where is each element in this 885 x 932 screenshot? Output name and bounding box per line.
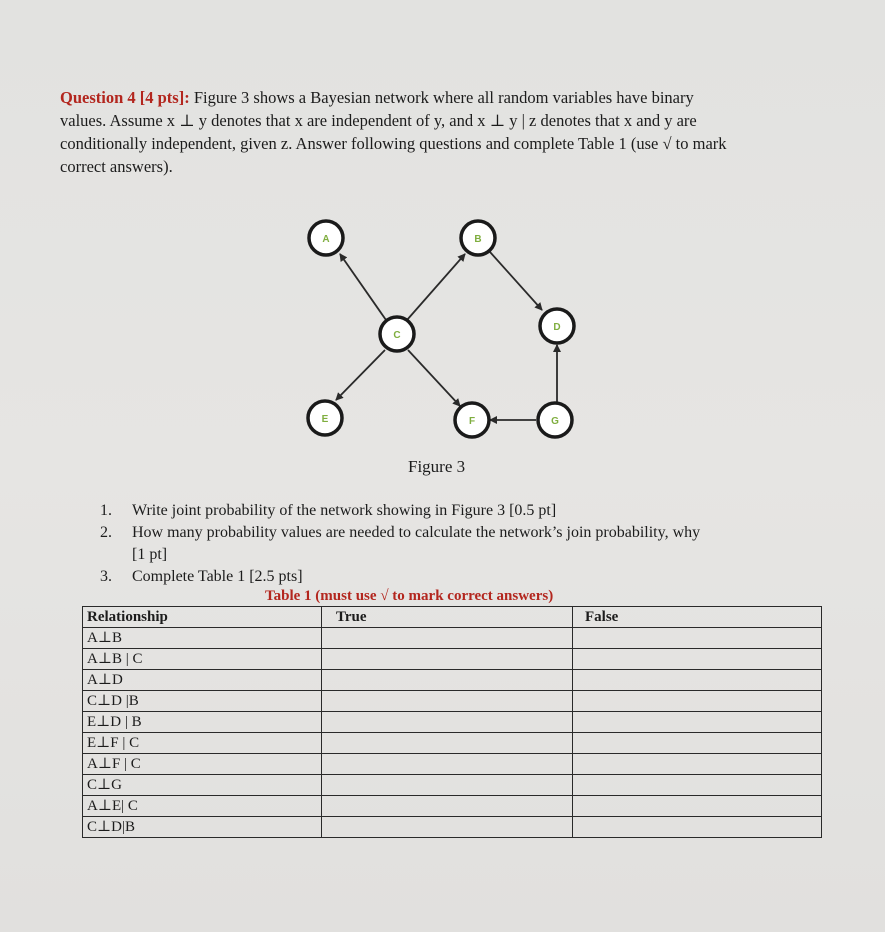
svg-text:E: E: [321, 414, 329, 425]
question-list: [100, 500, 820, 588]
question-item-3: [100, 566, 820, 588]
node-e: [308, 401, 342, 435]
relationship-cell: A⊥D: [83, 670, 322, 691]
question-line-3: conditionally independent, given z. Answer following questions and complete Table 1 (use √ to mark: [60, 134, 727, 153]
relationship-cell: A⊥B: [83, 628, 322, 649]
relationship-cell: A⊥F | C: [83, 754, 322, 775]
false-cell[interactable]: [573, 628, 822, 649]
true-cell[interactable]: [322, 670, 573, 691]
true-cell[interactable]: [322, 691, 573, 712]
edge-c-to-a: [340, 254, 386, 320]
relationship-cell: A⊥B | C: [83, 649, 322, 670]
question-item-2-continued: [100, 544, 820, 566]
false-cell[interactable]: [573, 733, 822, 754]
relationship-cell: C⊥D|B: [83, 817, 322, 838]
header-relationship: Relationship: [83, 607, 322, 628]
table-row: [83, 691, 822, 712]
svg-text:B: B: [474, 234, 482, 245]
true-cell[interactable]: [322, 712, 573, 733]
table-row: [83, 649, 822, 670]
false-cell[interactable]: [573, 817, 822, 838]
node-b: [461, 221, 495, 255]
false-cell[interactable]: [573, 712, 822, 733]
relationship-cell: E⊥D | B: [83, 712, 322, 733]
question-intro: [60, 86, 830, 178]
table-row: [83, 712, 822, 733]
svg-text:G: G: [551, 416, 559, 427]
true-cell[interactable]: [322, 754, 573, 775]
svg-text:C: C: [393, 330, 401, 341]
relationship-cell: A⊥E| C: [83, 796, 322, 817]
figure-caption: Figure 3: [408, 457, 466, 476]
true-cell[interactable]: [322, 628, 573, 649]
relationship-cell: C⊥G: [83, 775, 322, 796]
relationship-table: [82, 606, 822, 838]
true-cell[interactable]: [322, 796, 573, 817]
question-number: 3.: [100, 568, 112, 585]
table-caption: Table 1 (must use √ to mark correct answers): [265, 588, 554, 604]
question-text: Write joint probability of the network showing in Figure 3 [0.5 pt]: [132, 502, 557, 519]
question-text: Complete Table 1 [2.5 pts]: [132, 568, 303, 585]
checkmark-icon: √: [380, 588, 389, 604]
question-text: [1 pt]: [132, 546, 168, 563]
false-cell[interactable]: [573, 670, 822, 691]
question-item-1: [100, 500, 820, 522]
question-label: Question 4 [4 pts]:: [60, 88, 190, 107]
table-row: [83, 754, 822, 775]
false-cell[interactable]: [573, 691, 822, 712]
svg-text:F: F: [468, 416, 476, 427]
svg-text:D: D: [553, 322, 561, 333]
table-row: [83, 775, 822, 796]
true-cell[interactable]: [322, 733, 573, 754]
relationship-cell: C⊥D |B: [83, 691, 322, 712]
question-line-4: correct answers).: [60, 157, 173, 176]
edge-c-to-b: [407, 254, 465, 320]
question-line-1: Figure 3 shows a Bayesian network where all random variables have binary: [193, 88, 694, 107]
question-number: 2.: [100, 524, 112, 541]
question-line-2: values. Assume x ⊥ y denotes that x are independent of y, and x ⊥ y | z denotes that x and y are: [60, 111, 697, 130]
edge-b-to-d: [490, 252, 542, 310]
table-row: [83, 670, 822, 691]
table-header-row: [83, 607, 822, 628]
node-f: [455, 403, 489, 437]
node-g: [538, 403, 572, 437]
false-cell[interactable]: [573, 754, 822, 775]
true-cell[interactable]: [322, 775, 573, 796]
question-number: 1.: [100, 502, 112, 519]
table-row: [83, 817, 822, 838]
header-false: False: [573, 607, 822, 628]
question-item-2: [100, 522, 820, 544]
node-d: [540, 309, 574, 343]
edge-c-to-f: [408, 350, 460, 406]
header-true: True: [322, 607, 573, 628]
true-cell[interactable]: [322, 817, 573, 838]
node-c: [380, 317, 414, 351]
table-row: [83, 733, 822, 754]
node-a: [309, 221, 343, 255]
table-row: [83, 796, 822, 817]
table-row: [83, 628, 822, 649]
question-text: How many probability values are needed to calculate the network’s join probability, why: [132, 524, 701, 541]
relationship-cell: E⊥F | C: [83, 733, 322, 754]
false-cell[interactable]: [573, 775, 822, 796]
svg-text:A: A: [322, 234, 330, 245]
bayesian-network-figure: [280, 200, 610, 450]
false-cell[interactable]: [573, 649, 822, 670]
edge-c-to-e: [336, 350, 385, 400]
false-cell[interactable]: [573, 796, 822, 817]
true-cell[interactable]: [322, 649, 573, 670]
